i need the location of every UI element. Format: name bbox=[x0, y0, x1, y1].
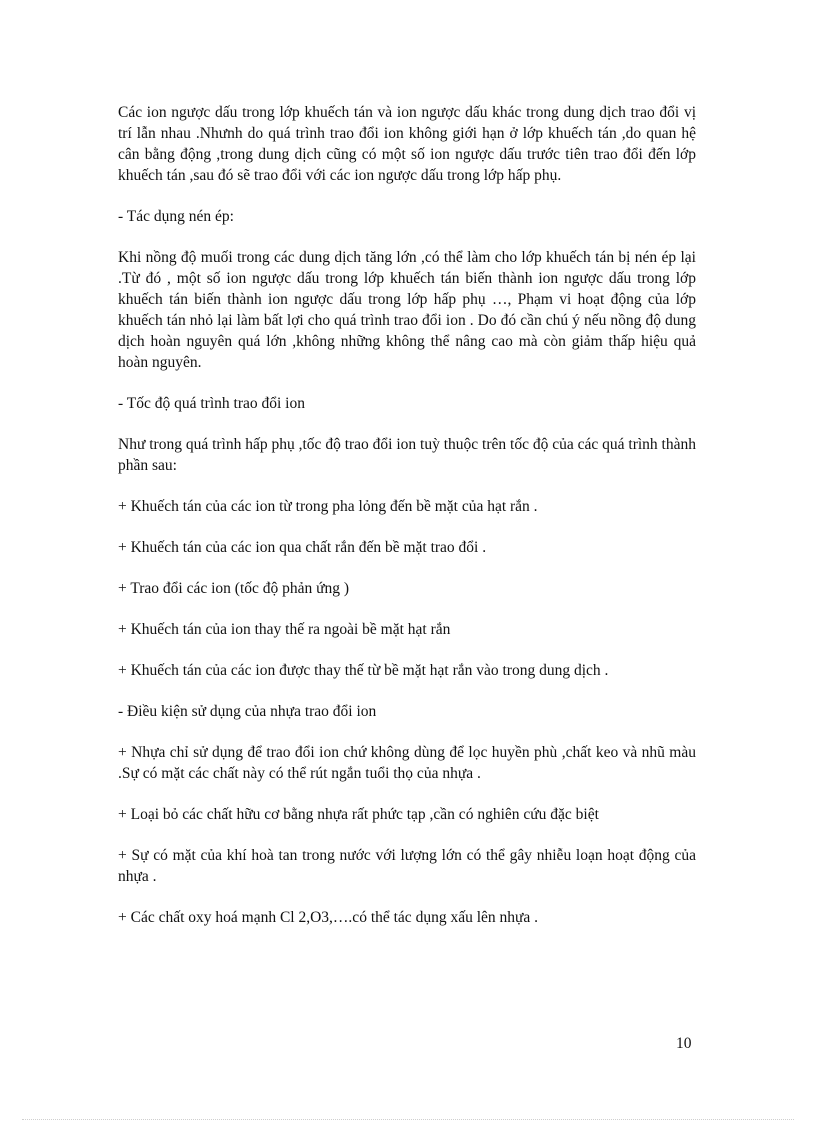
paragraph-compression-effect: Khi nồng độ muối trong các dung dịch tăng lớn ,có thể làm cho lớp khuếch tán bị nén ép lại .Từ đó , một số ion ngược dấu trong lớp khuếch tán biến thành ion ngược dấu trong lớp khuếch tán biến thành ion ngược dấu trong lớp hấp phụ …, Phạm vi hoạt động của lớp khuếch tán nhỏ lại làm bất lợi cho quá trình trao đổi ion . Do đó cần chú ý nếu nồng độ dung dịch hoàn nguyên quá lớn ,không những không thể nâng cao mà còn giảm thấp hiệu quả hoàn nguyên. bbox=[118, 249, 696, 371]
paragraph-ion-exchange-intro: Các ion ngược dấu trong lớp khuếch tán và ion ngược dấu khác trong dung dịch trao đổi vị trí lẫn nhau .Nhưnh do quá trình trao đổi ion không giới hạn ở lớp khuếch tán ,do quan hệ cân bằng động ,trong dung dịch cũng có một số ion ngược dấu trước tiên trao đổi đến lớp khuếch tán ,sau đó sẽ trao đổi với các ion ngược dấu trong lớp hấp phụ. bbox=[118, 104, 696, 184]
list-item-ion-exchange: + Trao đổi các ion (tốc độ phản ứng ) bbox=[118, 580, 350, 597]
list-item-diffusion-out: + Khuếch tán của ion thay thế ra ngoài bề mặt hạt rắn bbox=[118, 621, 451, 638]
list-item-oxidizers: + Các chất oxy hoá mạnh Cl 2,O3,….có thể tác dụng xấu lên nhựa . bbox=[118, 909, 539, 926]
list-item-organic-removal: + Loại bỏ các chất hữu cơ bằng nhựa rất phức tạp ,cần có nghiên cứu đặc biệt bbox=[118, 806, 599, 823]
heading-compression-effect: - Tác dụng nén ép: bbox=[118, 208, 234, 225]
list-item-resin-usage: + Nhựa chỉ sử dụng để trao đổi ion chứ không dùng để lọc huyền phù ,chất keo và nhũ màu .Sự có mặt các chất này có thể rút ngắn tuổi thọ của nhựa . bbox=[118, 744, 696, 782]
list-item-diffusion-liquid: + Khuếch tán của các ion từ trong pha lỏng đến bề mặt của hạt rắn . bbox=[118, 498, 538, 515]
document-body bbox=[118, 102, 696, 948]
list-item-dissolved-gas: + Sự có mặt của khí hoà tan trong nước với lượng lớn có thể gây nhiễu loạn hoạt động của nhựa . bbox=[118, 847, 696, 885]
list-item-diffusion-solid: + Khuếch tán của các ion qua chất rắn đến bề mặt trao đổi . bbox=[118, 539, 487, 556]
paragraph-exchange-rate: Như trong quá trình hấp phụ ,tốc độ trao đổi ion tuỳ thuộc trên tốc độ của các quá trình thành phần sau: bbox=[118, 436, 696, 474]
heading-resin-conditions: - Điều kiện sử dụng của nhựa trao đổi ion bbox=[118, 703, 377, 720]
page-number: 10 bbox=[676, 1035, 692, 1052]
page-bottom-divider bbox=[22, 1119, 794, 1120]
heading-exchange-rate: - Tốc độ quá trình trao đổi ion bbox=[118, 395, 305, 412]
list-item-diffusion-back: + Khuếch tán của các ion được thay thế từ bề mặt hạt rắn vào trong dung dịch . bbox=[118, 662, 609, 679]
